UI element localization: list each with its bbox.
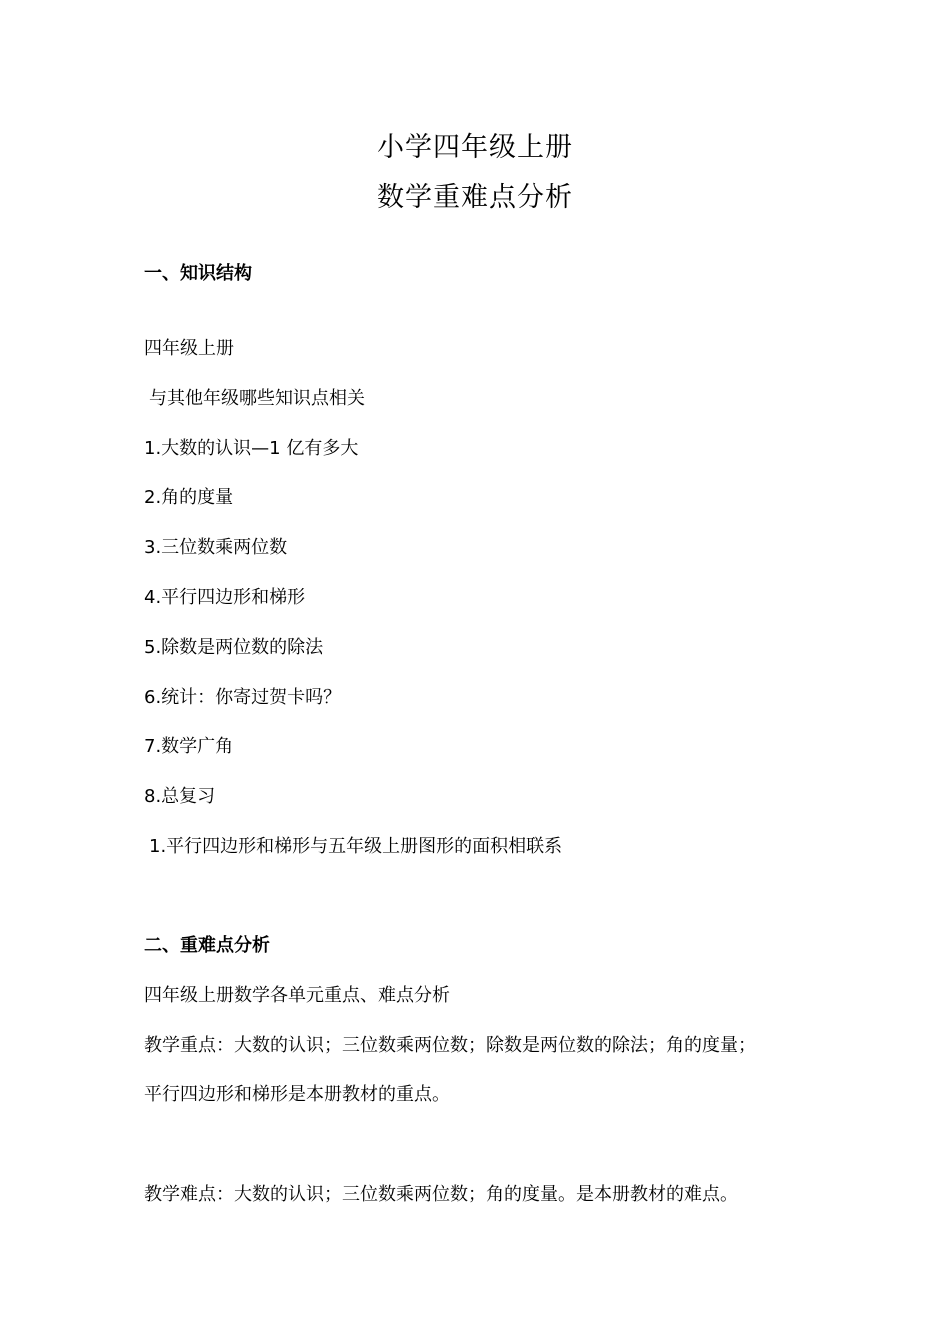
list-item: 2.角的度量 <box>144 487 234 508</box>
paragraph-line: 与其他年级哪些知识点相关 <box>149 388 365 409</box>
list-item: 4.平行四边形和梯形 <box>144 587 306 608</box>
section-heading-knowledge-structure: 一、知识结构 <box>144 263 252 284</box>
paragraph-line: 平行四边形和梯形是本册教材的重点。 <box>144 1084 450 1105</box>
list-item: 5.除数是两位数的除法 <box>144 637 324 658</box>
list-item: 6.统计：你寄过贺卡吗？ <box>144 687 342 708</box>
list-item: 3.三位数乘两位数 <box>144 537 288 558</box>
paragraph-line: 四年级上册 <box>144 338 234 359</box>
document-title-line-1: 小学四年级上册 <box>377 132 573 163</box>
section-heading-key-difficult-points: 二、重难点分析 <box>144 935 270 956</box>
list-item: 1.平行四边形和梯形与五年级上册图形的面积相联系 <box>149 836 563 857</box>
list-item: 7.数学广角 <box>144 736 234 757</box>
paragraph-line: 四年级上册数学各单元重点、难点分析 <box>144 985 450 1006</box>
paragraph-line: 教学重点：大数的认识；三位数乘两位数；除数是两位数的除法；角的度量； <box>144 1035 756 1056</box>
document-title-line-2: 数学重难点分析 <box>377 182 573 213</box>
list-item: 1.大数的认识—1 亿有多大 <box>144 438 359 459</box>
list-item: 8.总复习 <box>144 786 216 807</box>
paragraph-line: 教学难点：大数的认识；三位数乘两位数；角的度量。是本册教材的难点。 <box>144 1184 738 1205</box>
